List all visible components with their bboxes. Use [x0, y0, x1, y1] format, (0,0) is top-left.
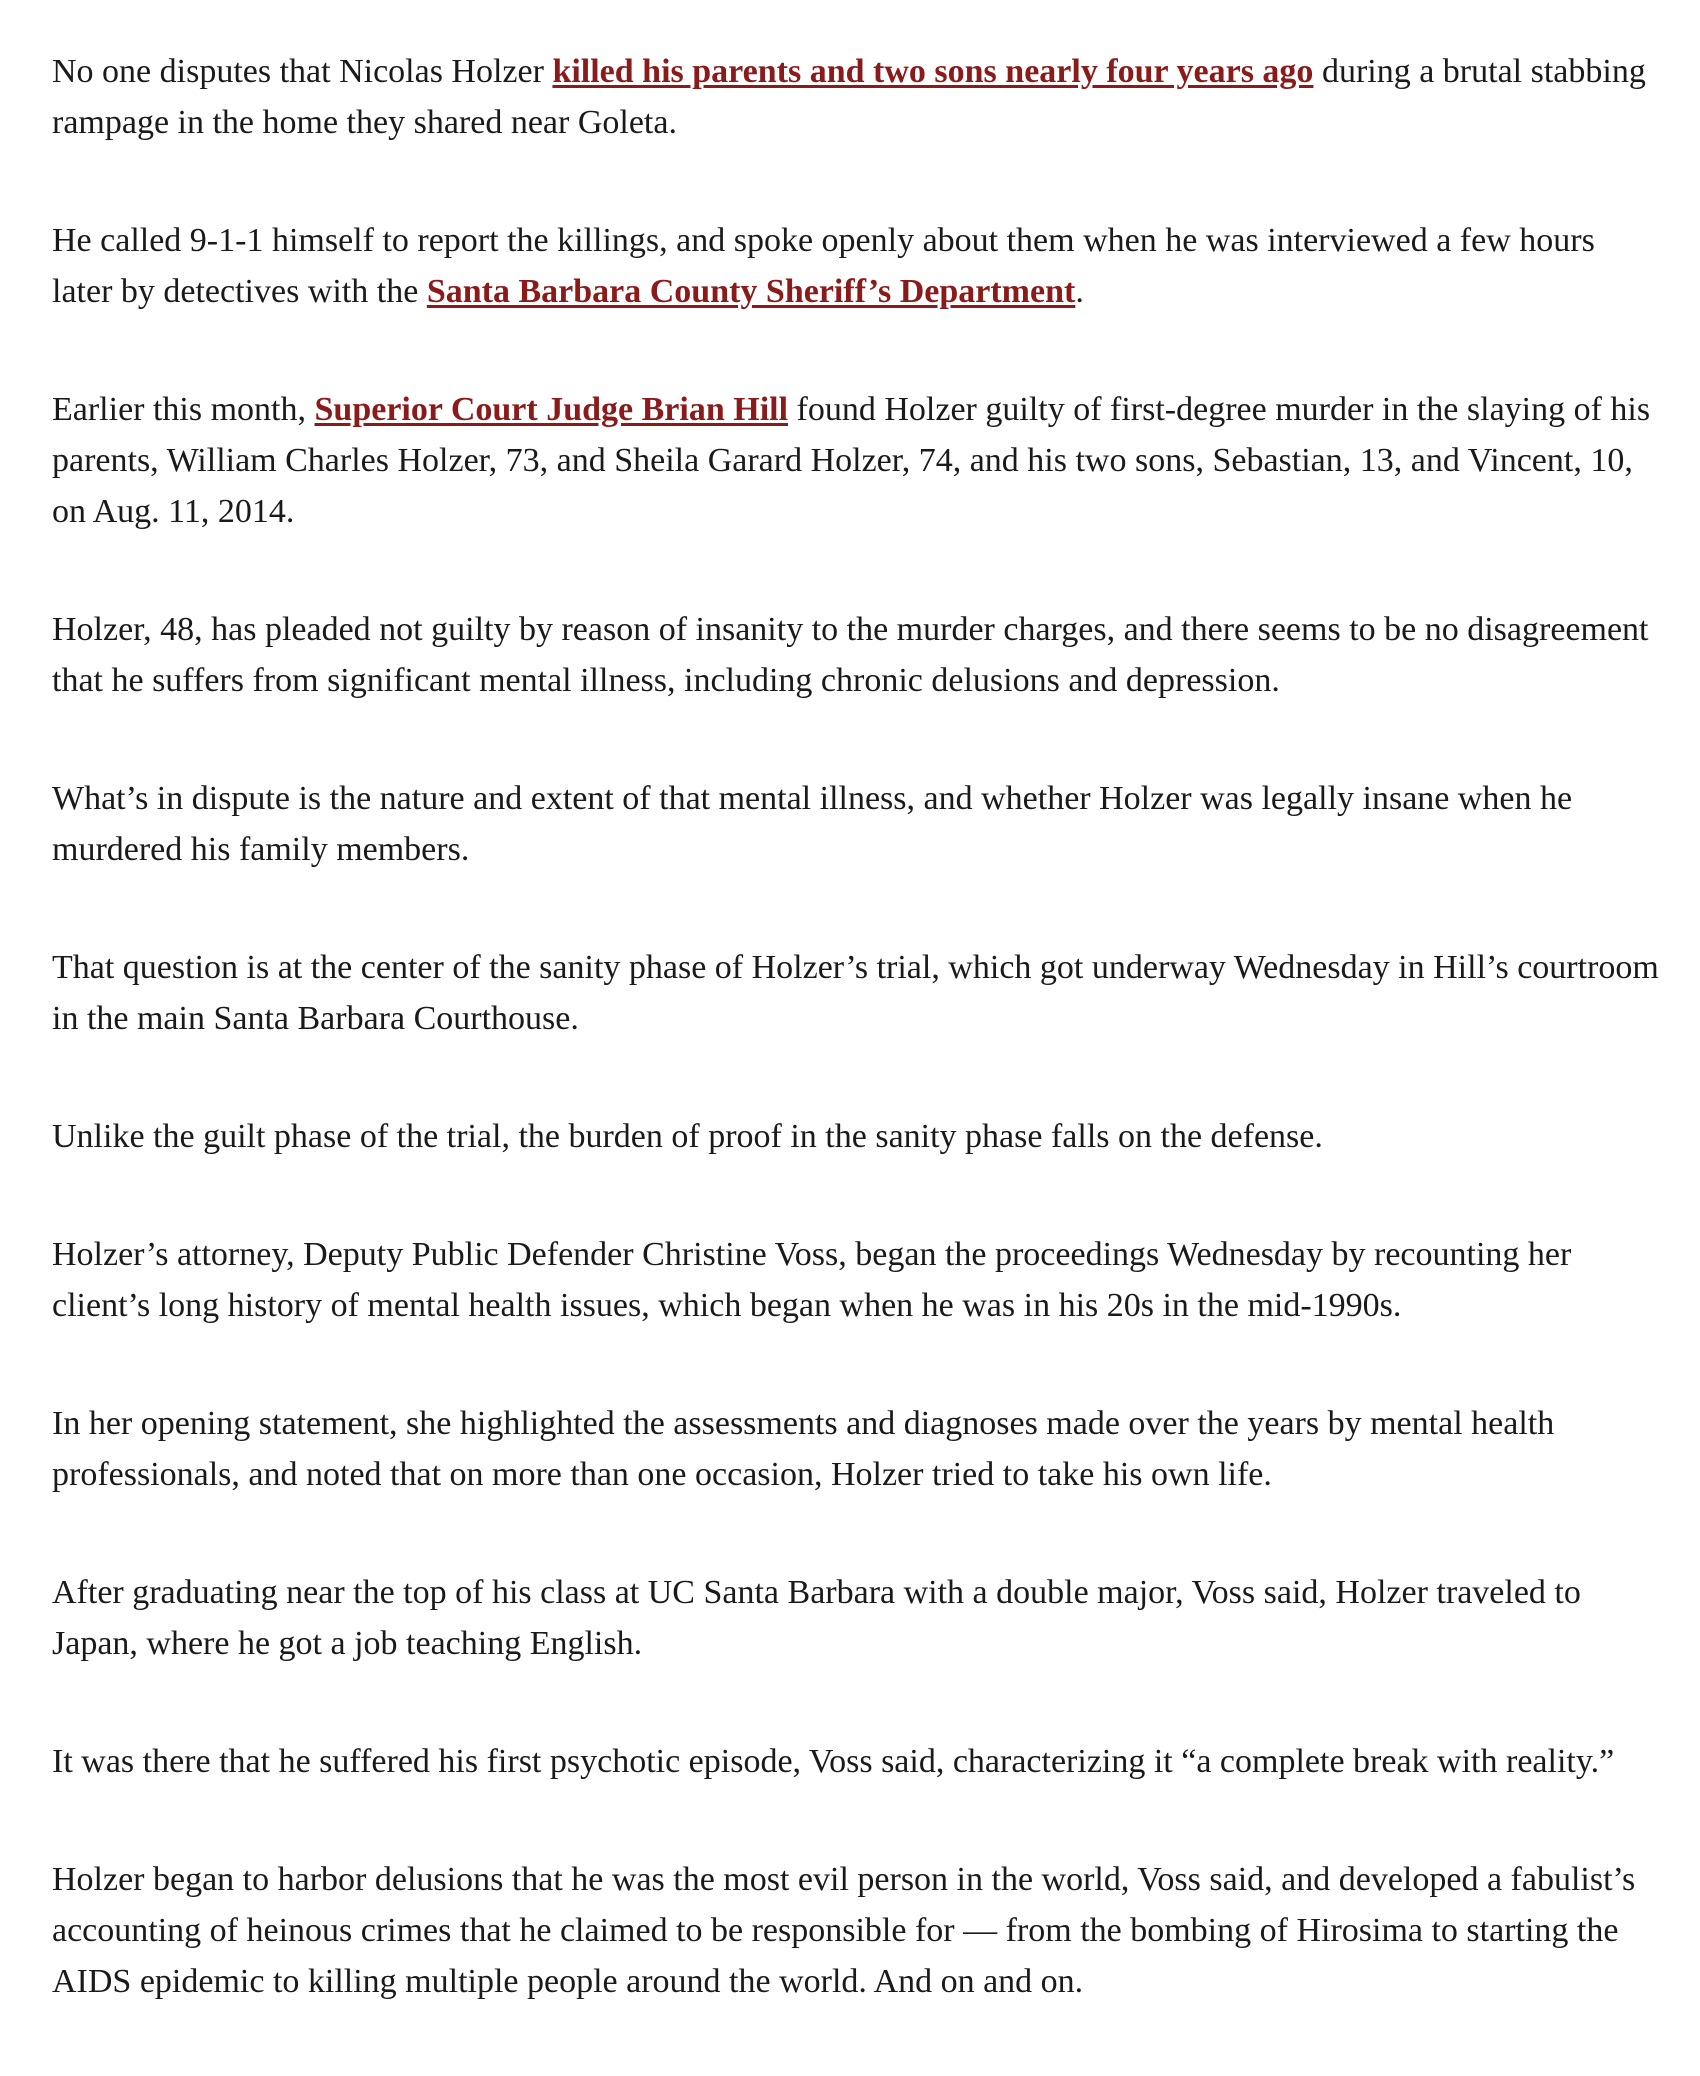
paragraph-9: In her opening statement, she highlighted the assessments and diagnoses made over the years by mental health professionals, and noted that on more than one occasion, Holzer tried to take his own life. [52, 1405, 1555, 1493]
paragraph-2-text-end: . [1075, 273, 1084, 310]
link-sheriffs-department[interactable]: Santa Barbara County Sheriff’s Department [426, 273, 1076, 310]
paragraph-2 [52, 215, 1662, 317]
paragraph-3-text-end: found Holzer guilty of first-degree murder in the slaying of his parents, William Charles Holzer, 73, and Sheila Garard Holzer, 74, and his two sons, Sebastian, 13, and Vincent, 10, on Aug. 11, 2014. [52, 391, 1651, 530]
link-killings-story[interactable]: killed his parents and two sons nearly four years ago [552, 53, 1314, 90]
paragraph-6: That question is at the center of the sanity phase of Holzer’s trial, which got underway Wednesday in Hill’s courtroom in the main Santa Barbara Courthouse. [52, 949, 1659, 1037]
article-body [52, 46, 1662, 2007]
paragraph-8: Holzer’s attorney, Deputy Public Defender Christine Voss, began the proceedings Wednesday by recounting her client’s long history of mental health issues, which began when he was in his 20s in the mid-1990s. [52, 1236, 1572, 1324]
paragraph-1-text-end: during a brutal stabbing rampage in the home they shared near Goleta. [52, 53, 1646, 141]
paragraph-7: Unlike the guilt phase of the trial, the burden of proof in the sanity phase falls on the defense. [52, 1118, 1323, 1155]
link-judge-brian-hill[interactable]: Superior Court Judge Brian Hill [314, 391, 789, 428]
paragraph-11: It was there that he suffered his first psychotic episode, Voss said, characterizing it “a complete break with reality.” [52, 1743, 1615, 1780]
paragraph-2-text-start: He called 9-1-1 himself to report the killings, and spoke openly about them when he was interviewed a few hours later by detectives with the [52, 222, 1595, 310]
paragraph-12: Holzer began to harbor delusions that he was the most evil person in the world, Voss said, and developed a fabulist’s accounting of heinous crimes that he claimed to be responsible for — from the bombing of Hirosima to starting the AIDS epidemic to killing multiple people around the world. And on and on. [52, 1861, 1636, 2000]
paragraph-5: What’s in dispute is the nature and extent of that mental illness, and whether Holzer was legally insane when he murdered his family members. [52, 780, 1573, 868]
paragraph-4: Holzer, 48, has pleaded not guilty by reason of insanity to the murder charges, and there seems to be no disagreement that he suffers from significant mental illness, including chronic delusions and depression. [52, 611, 1649, 699]
paragraph-1 [52, 46, 1662, 148]
paragraph-1-text-start: No one disputes that Nicolas Holzer [52, 53, 553, 90]
paragraph-3 [52, 384, 1662, 537]
paragraph-10: After graduating near the top of his class at UC Santa Barbara with a double major, Voss said, Holzer traveled to Japan, where he got a job teaching English. [52, 1574, 1581, 1662]
paragraph-3-text-start: Earlier this month, [52, 391, 315, 428]
